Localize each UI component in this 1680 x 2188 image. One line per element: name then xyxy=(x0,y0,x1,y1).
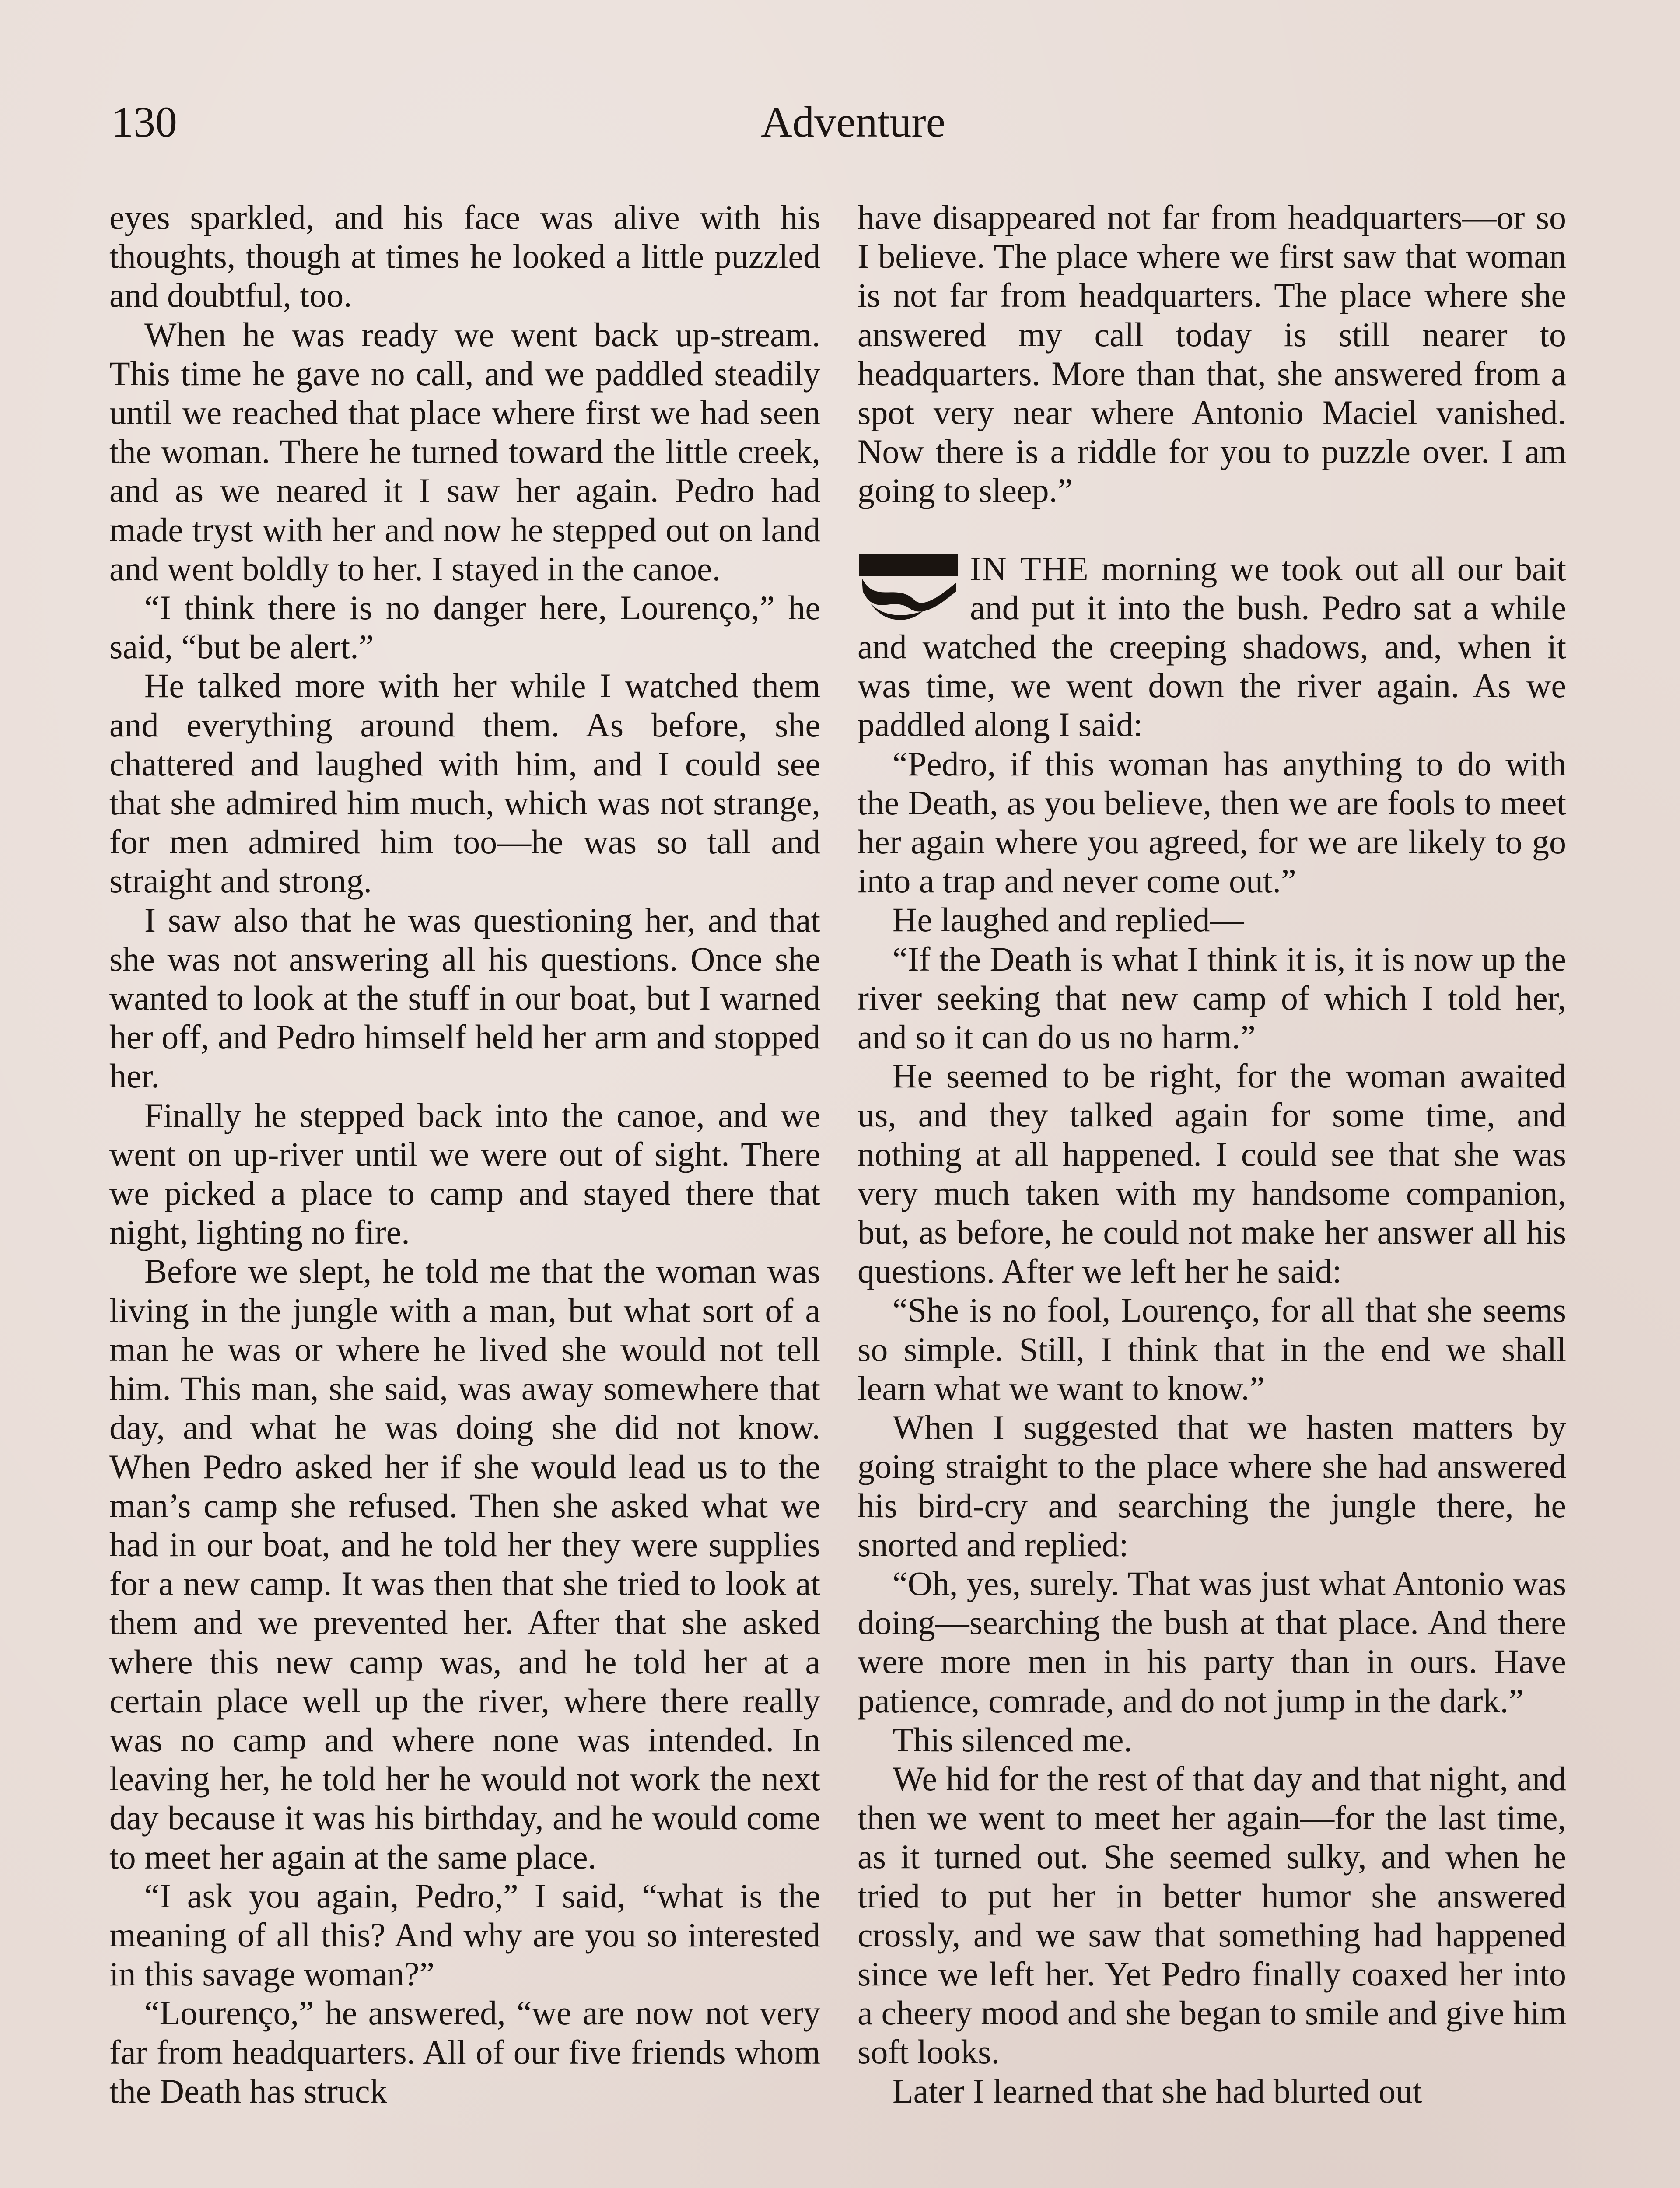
paragraph: Before we slept, he told me that the woman was living in the jungle with a man, but what sort of a man he was or where he lived she would not tell him. This man, she said, was away somewhere that day, and what he was doing she did not know. When Pedro asked her if she would lead us to the man’s camp she refused. Then she asked what we had in our boat, and he told her they were supplies for a new camp. It was then that she tried to look at them and we prevented her. After that she asked where this new camp was, and he told her at a certain place well up the river, where there really was no camp and where none was intended. In leaving her, he told her he would not work the next day because it was his birthday, and he would come to meet her again at the same place. xyxy=(109,1252,820,1876)
paragraph: He laughed and replied— xyxy=(892,901,1244,939)
ornament-icon xyxy=(858,552,960,625)
paragraph: “If the Death is what I think it is, it is now up the river seeking that new camp of which I told her, and so it can do us no harm.” xyxy=(858,940,1566,1056)
paragraph: I saw also that he was questioning her, and that she was not answering all his questions. Once she wanted to look at the stuff in our boat, but I warned her off, and Pedro himself held her arm and stopped her. xyxy=(109,901,820,1095)
left-column xyxy=(109,198,820,2111)
paragraph: We hid for the rest of that day and that night, and then we went to meet her again—for the last time, as it turned out. She seemed sulky, and when he tried to put her in better humor she answered crossly, and we saw that something had happened since we left her. Yet Pedro finally coaxed her into a cheery mood and she began to smile and give him soft looks. xyxy=(858,1759,1566,2071)
paragraph: When I suggested that we hasten matters by going straight to the place where she had answered his bird-cry and searching the jungle there, he snorted and replied: xyxy=(858,1408,1566,1564)
paragraph: He talked more with her while I watched them and everything around them. As before, she chattered and laughed with him, and I could see that she admired him much, which was not strange, for men admired him too—he was so tall and straight and strong. xyxy=(109,666,820,900)
paragraph: “I ask you again, Pedro,” I said, “what is the meaning of all this? And why are you so interested in this savage woman?” xyxy=(109,1876,820,1993)
paragraph: have disappeared not far from headquarters—or so I believe. The place where we first saw that woman is not far from headquarters. The place where she answered my call today is still nearer to headquarters. More than that, she answered from a spot very near where Antonio Maciel vanished. Now there is a riddle for you to puzzle over. I am going to sleep.” xyxy=(858,198,1566,510)
paragraph: When he was ready we went back up-stream. This time he gave no call, and we paddled steadily until we reached that place where first we had seen the woman. There he turned toward the little creek, and as we neared it I saw her again. Pedro had made tryst with her and now he stepped out on land and went boldly to her. I stayed in the canoe. xyxy=(109,315,820,588)
dropcap-paragraph xyxy=(858,549,1566,744)
right-column xyxy=(858,198,1566,2111)
paragraph: “Lourenço,” he answered, “we are now not very far from headquarters. All of our five friends whom the Death has struck xyxy=(109,1994,820,2110)
page-header xyxy=(0,94,1680,159)
paragraph: “Oh, yes, surely. That was just what Antonio was doing—searching the bush at that place. And there were more men in his party than in ours. Have patience, comrade, and do not jump in the dark.” xyxy=(858,1564,1566,1720)
dropcap-lead: IN THE xyxy=(970,549,1089,588)
paragraph: “I think there is no danger here, Lourenço,” he said, “but be alert.” xyxy=(109,589,820,666)
paragraph: eyes sparkled, and his face was alive with his thoughts, though at times he looked a little puzzled and doubtful, too. xyxy=(109,198,820,315)
running-title: Adventure xyxy=(760,98,946,146)
paragraph: This silenced me. xyxy=(892,1720,1133,1759)
paragraph: Later I learned that she had blurted out xyxy=(892,2072,1422,2110)
paragraph: “Pedro, if this woman has anything to do with the Death, as you believe, then we are fools to meet her again where you agreed, for we are likely to go into a trap and never come out.” xyxy=(858,744,1566,900)
dropcap-text: morning we took out all our bait and put it into the bush. Pedro sat a while and watched the creeping shadows, and, when it was time, we went down the river again. As we paddled along I said: xyxy=(858,549,1566,744)
paragraph: Finally he stepped back into the canoe, and we went on up-river until we were out of sight. There we picked a place to camp and stayed there that night, lighting no fire. xyxy=(109,1096,820,1252)
paragraph: He seemed to be right, for the woman awaited us, and they talked again for some time, and nothing at all happened. I could see that she was very much taken with my handsome companion, but, as before, he could not make her answer all his questions. After we left her he said: xyxy=(858,1057,1566,1290)
page-number: 130 xyxy=(112,98,177,146)
paragraph: “She is no fool, Lourenço, for all that she seems so simple. Still, I think that in the end we shall learn what we want to know.” xyxy=(858,1291,1566,1407)
